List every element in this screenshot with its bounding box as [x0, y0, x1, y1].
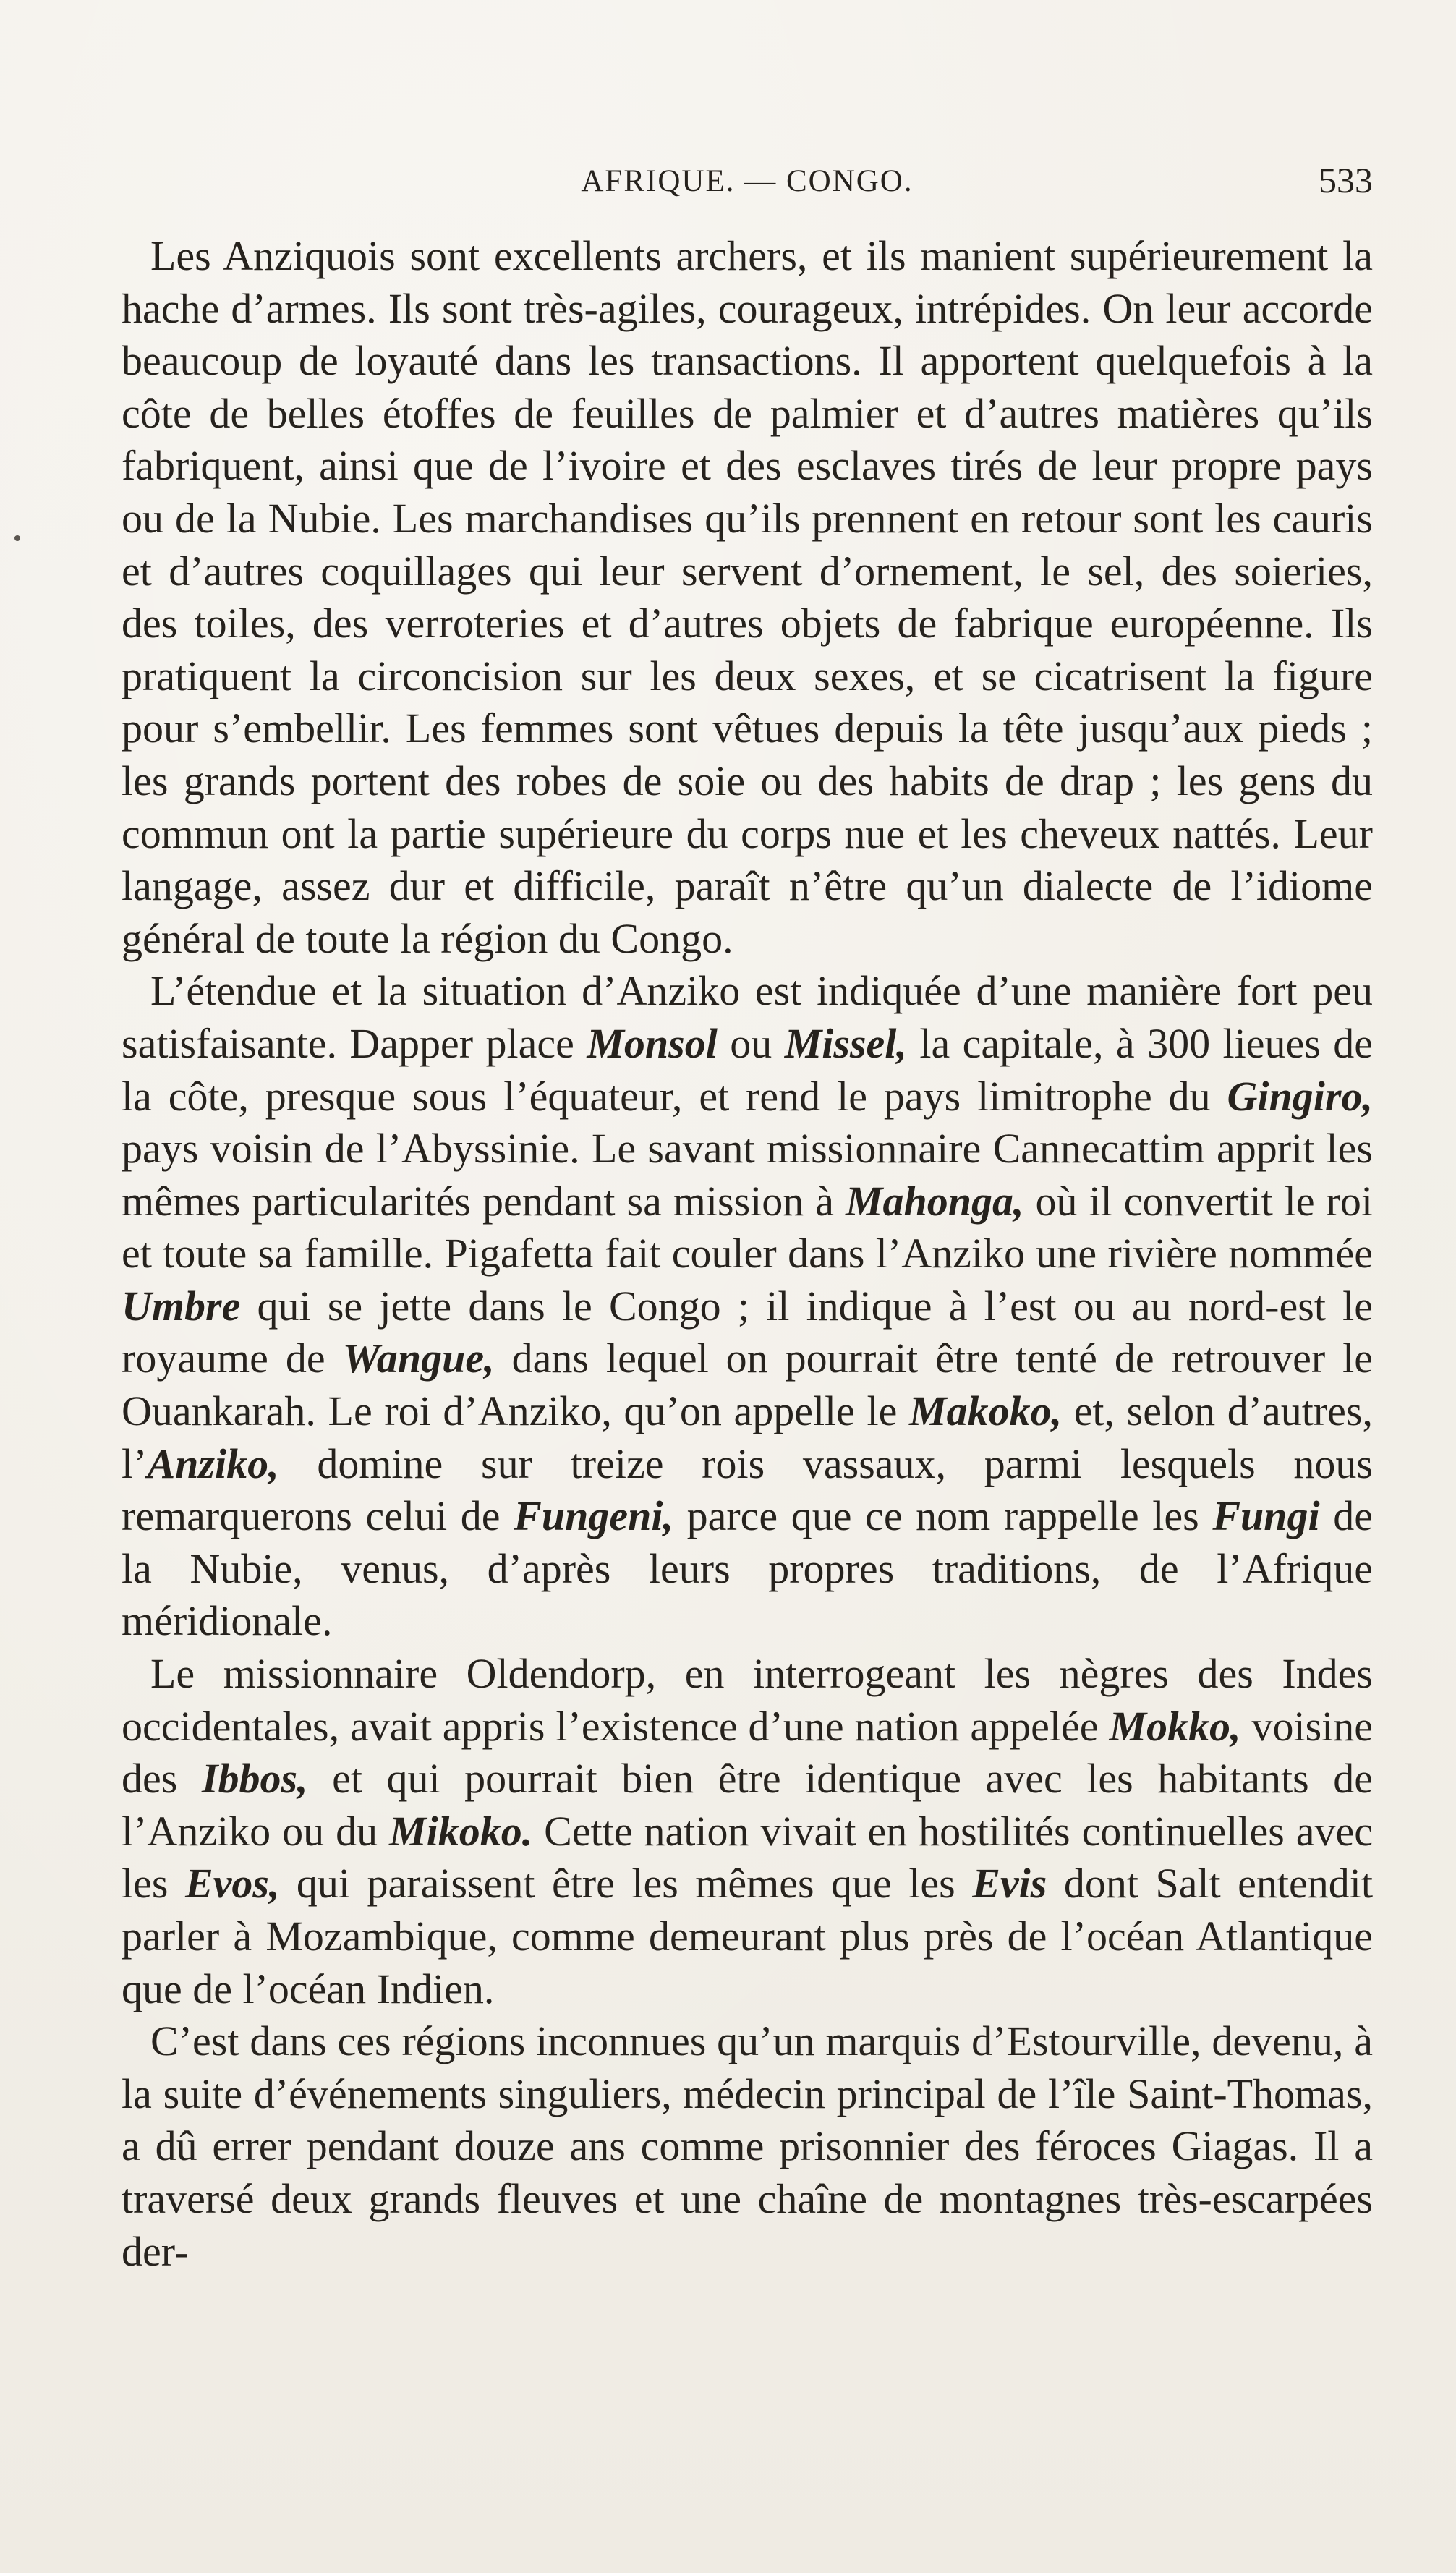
text-segment: dont Salt entendit parler à Mozambique, comme demeurant plus près de l’océan Atlantique que de l’océan Indien.: [122, 1860, 1373, 2012]
text-segment: qui se jette dans le Congo ; il indique à l’est ou au nord-est le royaume de: [122, 1282, 1373, 1382]
text-segment: et, selon d’autres, l’: [122, 1387, 1373, 1487]
text-segment: ou: [717, 1019, 785, 1067]
paragraph: [122, 1648, 1373, 2015]
text-segment: Les Anziquois sont excellents archers, et ils manient supérieurement la hache d’armes. Ils sont très-agiles, courageux, intrépides. On leur accorde beaucoup de loyauté dans les transactions. Il apportent quelquefois à la côte de belles étoffes de feuilles de palmier et d’autres matières qu’ils fabriquent, ainsi que de l’ivoire et des esclaves tirés de leur propre pays ou de la Nubie. Les marchandises qu’ils prennent en retour sont les cauris et d’autres coquillages qui leur servent d’ornement, le sel, des soieries, des toiles, des verroteries et d’autres objets de fabrique européenne. Ils pratiquent la circoncision sur les deux sexes, et se cicatrisent la figure pour s’embellir. Les femmes sont vêtues depuis la tête jusqu’aux pieds ; les grands portent des robes de soie ou des habits de drap ; les gens du commun ont la partie supérieure du corps nue et les cheveux nattés. Leur langage, assez dur et difficile, paraît n’être qu’un dialecte de l’idiome général de toute la région du Congo.: [122, 232, 1373, 962]
margin-mark: [14, 535, 20, 541]
place-name: Missel,: [784, 1019, 907, 1067]
text-segment: et qui pourrait bien être identique avec les habitants de l’Anziko ou du: [122, 1755, 1373, 1855]
text-segment: parce que ce nom rappelle les: [673, 1492, 1213, 1540]
text-segment: dans lequel on pourrait être tenté de retrouver le Ouankarah. Le roi d’Anziko, qu’on appelle le: [122, 1335, 1373, 1435]
paragraph: [122, 2015, 1373, 2278]
text-segment: domine sur treize rois vassaux, parmi lesquels nous remarquerons celui de: [122, 1439, 1373, 1540]
text-segment: L’étendue et la situation d’Anziko est indiquée d’une manière fort peu satisfaisante. Dapper place: [122, 967, 1373, 1067]
place-name: Evos,: [184, 1860, 280, 1908]
text-segment: Le missionnaire Oldendorp, en interrogeant les nègres des Indes occidentales, avait appris l’existence d’une nation appelée: [122, 1650, 1373, 1750]
place-name: Mokko,: [1109, 1702, 1241, 1750]
text-segment: Cette nation vivait en hostilités continuelles avec les: [122, 1807, 1374, 1908]
text-segment: de la Nubie, venus, d’après leurs propres traditions, de l’Afrique méridionale.: [122, 1492, 1373, 1645]
text-body: [122, 230, 1373, 2278]
place-name: Wangue,: [342, 1335, 495, 1382]
running-head: AFRIQUE. — CONGO.: [581, 164, 914, 198]
text-segment: pays voisin de l’Abyssinie. Le savant missionnaire Cannecattim apprit les mêmes particularités pendant sa mission à: [122, 1125, 1373, 1225]
paragraph: [122, 230, 1373, 965]
place-name: Anziko,: [147, 1439, 279, 1487]
page-header: [122, 158, 1373, 208]
place-name: Fungi: [1212, 1492, 1320, 1540]
place-name: Evis: [972, 1860, 1047, 1908]
paragraph: [122, 965, 1373, 1648]
text-segment: C’est dans ces régions inconnues qu’un marquis d’Estourville, devenu, à la suite d’événements singuliers, médecin principal de l’île Saint-Thomas, a dû errer pendant douze ans comme prisonnier des féroces Giagas. Il a traversé deux grands fleuves et une chaîne de montagnes très-escarpées der-: [122, 2017, 1373, 2275]
place-name: Gingiro,: [1227, 1072, 1373, 1120]
place-name: Umbre: [122, 1282, 241, 1330]
place-name: Monsol: [587, 1019, 718, 1067]
page-number: 533: [1319, 160, 1373, 200]
text-segment: voisine des: [122, 1702, 1374, 1803]
place-name: Mikoko.: [389, 1807, 533, 1855]
place-name: Ibbos,: [201, 1755, 308, 1803]
text-segment: où il convertit le roi et toute sa famille. Pigafetta fait couler dans l’Anziko une rivière nommée: [122, 1177, 1373, 1277]
place-name: Mahonga,: [845, 1177, 1024, 1225]
place-name: Fungeni,: [514, 1492, 673, 1540]
text-segment: qui paraissent être les mêmes que les: [279, 1860, 973, 1908]
text-segment: la capitale, à 300 lieues de la côte, presque sous l’équateur, et rend le pays limitrophe du: [122, 1019, 1373, 1120]
place-name: Makoko,: [909, 1387, 1063, 1435]
